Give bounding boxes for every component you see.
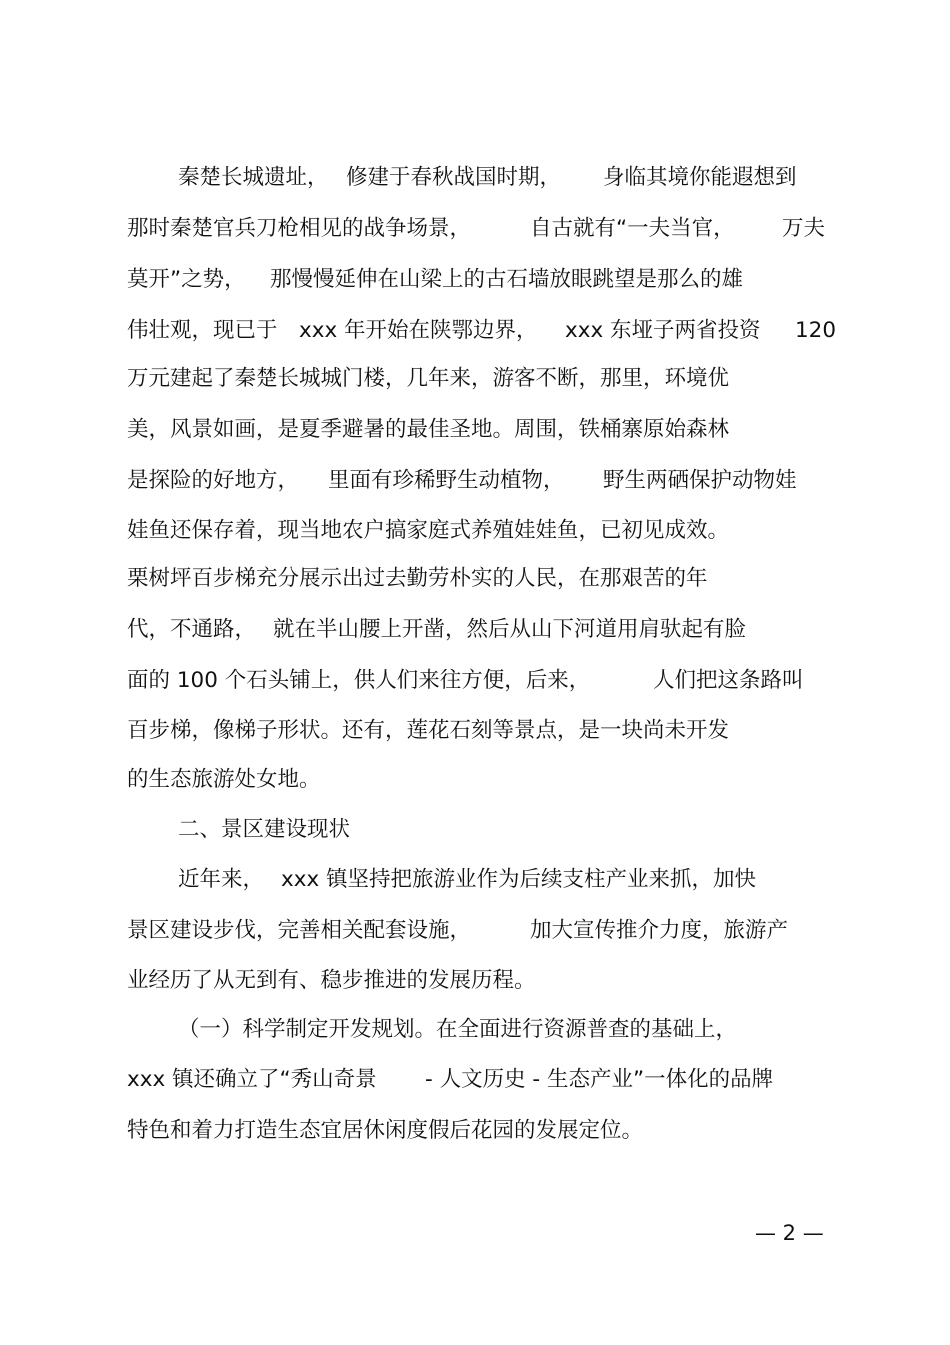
text-segment: 里面有珍稀野生动植物， xyxy=(328,468,565,493)
text-segment: xxx 东垭子两省投资 xyxy=(565,318,761,343)
text-segment: xxx 年开始在陕鄂边界， xyxy=(299,318,538,343)
text-segment: 业经历了从无到有、稳步推进的发展历程。 xyxy=(127,968,536,993)
text-line xyxy=(0,615,950,645)
text-segment: 莫开”之势， xyxy=(127,267,246,292)
text-segment: （一）科学制定开发规划。在全面进行资源普查的基础上， xyxy=(178,1017,738,1042)
text-segment: 面的 100 个石头铺上，供人们来往方便，后来， xyxy=(127,668,591,693)
text-line xyxy=(0,916,950,946)
text-segment: 是探险的好地方， xyxy=(127,468,300,493)
text-line xyxy=(0,815,950,845)
text-segment: 二、景区建设现状 xyxy=(178,817,351,842)
text-line xyxy=(0,666,950,696)
text-line xyxy=(0,564,950,594)
text-segment: 娃鱼还保存着，现当地农户搞家庭式养殖娃娃鱼，已初见成效。 xyxy=(127,518,730,543)
text-line xyxy=(0,516,950,546)
text-line xyxy=(0,1065,950,1095)
text-segment: 那时秦楚官兵刀枪相见的战争场景， xyxy=(127,216,472,241)
text-segment: 万元建起了秦楚长城城门楼，几年来，游客不断，那里，环境优 xyxy=(127,366,730,391)
text-line xyxy=(0,466,950,496)
page-number: — 2 — xyxy=(755,1221,824,1245)
text-line xyxy=(0,364,950,394)
text-line xyxy=(0,966,950,996)
text-segment: 景区建设步伐，完善相关配套设施， xyxy=(127,918,472,943)
text-line xyxy=(0,716,950,746)
text-segment: 修建于春秋战国时期， xyxy=(346,165,562,190)
text-segment: 加大宣传推介力度，旅游产 xyxy=(530,918,789,943)
text-segment: 万夫 xyxy=(782,216,826,241)
text-segment: - 人文历史 - 生态产业”一体化的品牌 xyxy=(425,1067,774,1092)
text-line xyxy=(0,163,950,193)
text-segment: 美，风景如画，是夏季避暑的最佳圣地。周围，铁桶寨原始森林 xyxy=(127,417,730,442)
text-segment: 人们把这条路叫 xyxy=(653,668,804,693)
text-line xyxy=(0,865,950,895)
text-segment: 秦楚长城遗址， xyxy=(178,165,329,190)
text-segment: 就在半山腰上开凿，然后从山下河道用肩驮起有脸 xyxy=(273,617,747,642)
text-segment: 身临其境你能遐想到 xyxy=(603,165,797,190)
text-line xyxy=(0,265,950,295)
text-segment: 120 xyxy=(795,318,837,343)
text-segment: 的生态旅游处女地。 xyxy=(127,767,321,792)
text-segment: 野生两硒保护动物娃 xyxy=(603,468,797,493)
text-segment: xxx 镇还确立了“秀山奇景 xyxy=(127,1067,377,1092)
text-line xyxy=(0,214,950,244)
text-line xyxy=(0,316,950,346)
text-line xyxy=(0,1015,950,1045)
text-segment: 百步梯，像梯子形状。还有，莲花石刻等景点，是一块尚未开发 xyxy=(127,718,730,743)
text-line xyxy=(0,1116,950,1146)
text-segment: 特色和着力打造生态宜居休闲度假后花园的发展定位。 xyxy=(127,1118,644,1143)
text-line xyxy=(0,415,950,445)
text-segment: xxx 镇坚持把旅游业作为后续支柱产业来抓，加快 xyxy=(281,867,757,892)
text-segment: 代，不通路， xyxy=(127,617,257,642)
text-segment: 自古就有“一夫当官， xyxy=(530,216,735,241)
text-segment: 那慢慢延伸在山梁上的古石墙放眼跳望是那么的雄 xyxy=(270,267,744,292)
text-segment: 近年来， xyxy=(178,867,265,892)
text-segment: 栗树坪百步梯充分展示出过去勤劳朴实的人民，在那艰苦的年 xyxy=(127,566,708,591)
text-segment: 伟壮观，现已于 xyxy=(127,318,278,343)
text-line xyxy=(0,765,950,795)
